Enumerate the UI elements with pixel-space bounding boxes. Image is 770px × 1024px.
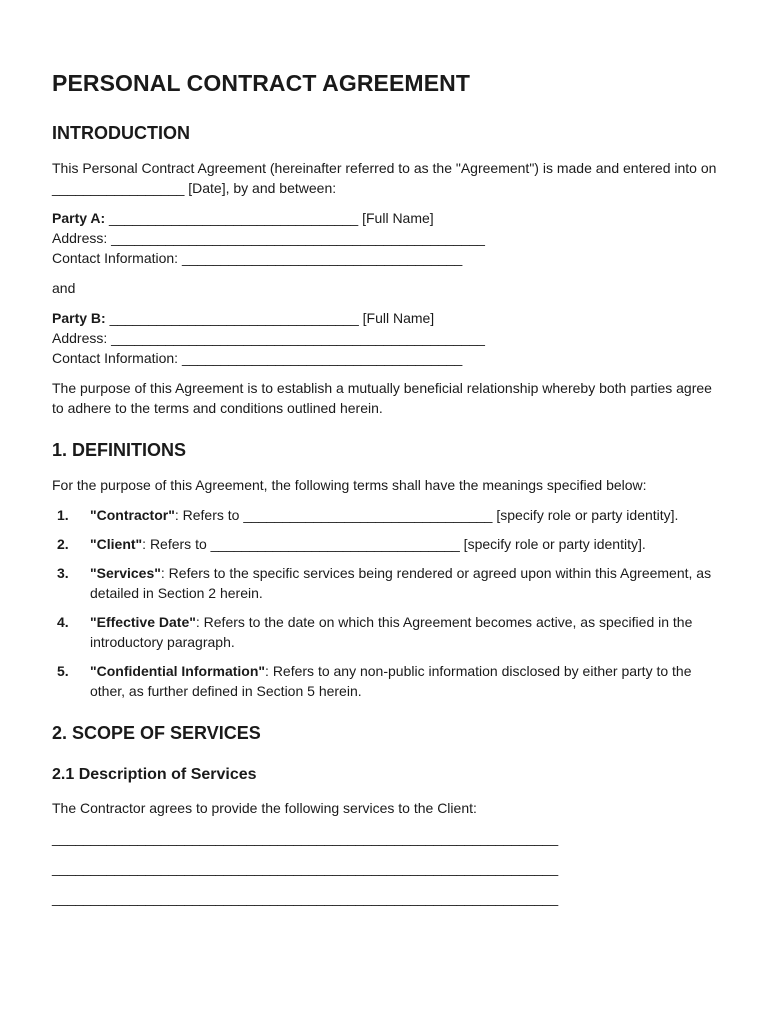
definition-term: "Contractor" [90,507,175,523]
definition-text [90,661,720,701]
party-a-contact: Contact Information: ____________________________________ [52,250,463,266]
definition-term: "Confidential Information" [90,663,266,679]
definitions-list [52,505,720,701]
definition-text [90,563,720,603]
scope-subheading: 2.1 Description of Services [52,766,257,783]
definition-term: "Client" [90,536,143,552]
definition-number: 4. [57,614,69,630]
blank-line: _________________________________________________________________ [52,860,559,876]
definition-body: : Refers to the specific services being rendered or agreed upon within this Agreement, as detailed in Section 2 herein. [90,565,712,601]
purpose-paragraph: The purpose of this Agreement is to establish a mutually beneficial relationship whereby both parties agree to adhere to the terms and conditions outlined herein. [52,380,712,416]
definition-body: : Refers to any non-public information disclosed by either party to the other, as further defined in Section 5 herein. [90,663,692,699]
definition-number: 5. [57,663,69,679]
party-a-label: Party A: [52,210,106,226]
blank-line: _________________________________________________________________ [52,830,559,846]
introduction-paragraph: This Personal Contract Agreement (hereinafter referred to as the "Agreement") is made and entered into on _________________ [Date], by and between: [52,160,717,196]
services-blank-lines [52,828,720,908]
introduction-heading: INTRODUCTION [52,123,190,143]
and-text: and [52,280,76,296]
definition-item [52,534,720,554]
party-a-name-line [52,208,720,228]
party-a-address: Address: ________________________________________________ [52,230,485,246]
party-b-address: Address: ________________________________________________ [52,330,485,346]
party-b-block [52,308,720,368]
definition-body: : Refers to the date on which this Agreement becomes active, as specified in the introductory paragraph. [90,614,693,650]
definition-item [52,612,720,652]
definitions-heading: 1. DEFINITIONS [52,440,187,460]
definition-body: : Refers to ________________________________ [specify role or party identity]. [142,536,646,552]
document-title: PERSONAL CONTRACT AGREEMENT [52,70,470,96]
definition-item [52,505,720,525]
definitions-intro: For the purpose of this Agreement, the following terms shall have the meanings specified below: [52,477,647,493]
definition-number: 2. [57,536,69,552]
blank-line: _________________________________________________________________ [52,890,559,906]
scope-intro: The Contractor agrees to provide the following services to the Client: [52,800,477,816]
definition-text [90,505,720,525]
definition-item [52,563,720,603]
party-b-label: Party B: [52,310,106,326]
definition-number: 1. [57,507,69,523]
definition-term: "Effective Date" [90,614,196,630]
definition-text [90,534,720,554]
party-b-name-field: ________________________________ [Full Name] [105,310,435,326]
party-b-contact: Contact Information: ____________________________________ [52,350,463,366]
definition-text [90,612,720,652]
scope-heading: 2. SCOPE OF SERVICES [52,723,261,743]
party-a-name-field: ________________________________ [Full Name] [105,210,434,226]
party-a-block [52,208,720,268]
definition-item [52,661,720,701]
definition-number: 3. [57,565,69,581]
definition-term: "Services" [90,565,161,581]
definition-body: : Refers to ________________________________ [specify role or party identity]. [174,507,679,523]
party-b-name-line [52,308,720,328]
